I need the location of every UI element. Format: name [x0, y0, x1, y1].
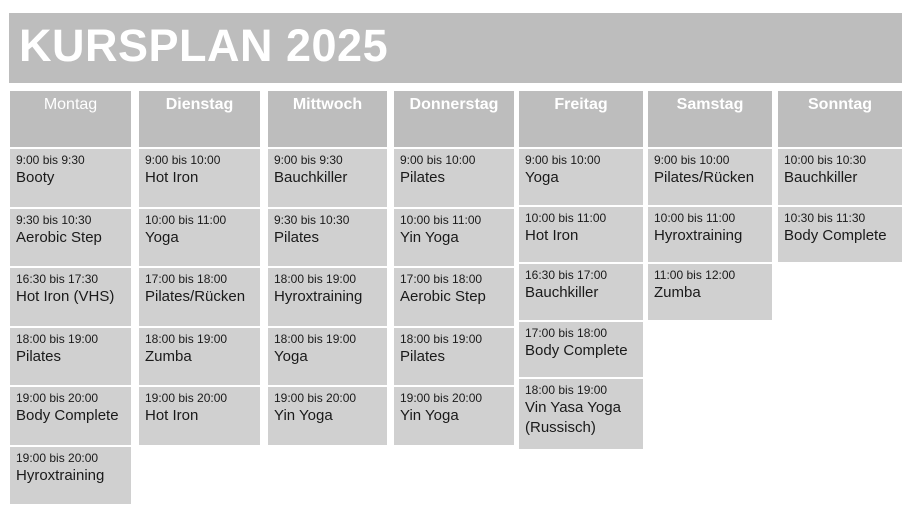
class-time: 19:00 bis 20:00	[16, 391, 99, 405]
title-bar	[9, 13, 902, 83]
class-name: Hyroxtraining	[654, 226, 743, 244]
class-time: 18:00 bis 19:00	[525, 383, 608, 397]
class-time: 10:00 bis 11:00	[654, 210, 736, 225]
class-cell	[778, 207, 902, 263]
class-time: 9:00 bis 10:00	[525, 153, 601, 167]
class-name: Hot Iron	[145, 407, 199, 424]
class-name: Hot Iron	[145, 169, 199, 186]
class-time: 9:00 bis 10:00	[400, 153, 476, 167]
class-name: Bauchkiller	[784, 169, 858, 186]
class-time: 10:30 bis 11:30	[784, 210, 866, 225]
class-cell	[519, 379, 643, 449]
day-column-sonntag	[778, 91, 902, 262]
class-name: Pilates	[274, 228, 320, 246]
class-time: 18:00 bis 19:00	[16, 331, 99, 346]
day-column-donnerstag	[394, 91, 514, 445]
class-name: Pilates/Rücken	[145, 288, 246, 305]
class-time: 10:00 bis 11:00	[525, 210, 607, 225]
class-time: 19:00 bis 20:00	[400, 391, 483, 405]
class-name: Body Complete	[16, 407, 119, 424]
class-name: Bauchkiller	[274, 169, 348, 186]
day-column-freitag	[519, 91, 643, 449]
class-time: 9:30 bis 10:30	[16, 212, 92, 227]
day-column-montag	[10, 91, 131, 504]
class-name: Hyroxtraining	[16, 466, 105, 484]
class-name: Hyroxtraining	[274, 288, 363, 305]
class-cell	[10, 447, 131, 505]
class-time: 10:00 bis 11:00	[145, 212, 227, 227]
class-name: Hot Iron	[525, 226, 579, 244]
class-time: 18:00 bis 19:00	[274, 331, 357, 346]
class-time: 19:00 bis 20:00	[16, 450, 99, 465]
day-header: Dienstag	[139, 91, 260, 147]
class-cell	[394, 209, 514, 267]
class-name: Vin Yasa Yoga (Russisch)	[525, 399, 621, 436]
class-cell	[648, 264, 772, 320]
day-header: Samstag	[648, 91, 772, 147]
class-time: 16:30 bis 17:30	[16, 272, 99, 286]
class-cell	[519, 264, 643, 320]
class-cell	[139, 328, 260, 386]
class-name: Pilates	[400, 169, 446, 186]
class-time: 11:00 bis 12:00	[654, 268, 736, 282]
class-name: Bauchkiller	[525, 284, 599, 301]
page-title: KURSPLAN 2025	[19, 20, 389, 71]
class-cell	[139, 209, 260, 267]
class-time: 16:30 bis 17:00	[525, 268, 608, 282]
class-time: 19:00 bis 20:00	[274, 391, 357, 405]
class-name: Body Complete	[525, 341, 628, 359]
class-time: 18:00 bis 19:00	[400, 331, 483, 346]
class-cell	[10, 268, 131, 326]
class-time: 10:00 bis 11:00	[400, 212, 482, 227]
class-cell	[268, 328, 387, 386]
day-header: Montag	[10, 91, 131, 147]
class-time: 17:00 bis 18:00	[145, 272, 228, 286]
day-header: Donnerstag	[394, 91, 514, 147]
class-name: Zumba	[654, 284, 701, 301]
class-time: 18:00 bis 19:00	[145, 331, 228, 346]
class-time: 17:00 bis 18:00	[400, 272, 483, 286]
class-name: Zumba	[145, 347, 192, 365]
class-cell	[10, 387, 131, 445]
class-name: Pilates	[400, 347, 446, 365]
class-name: Yoga	[274, 347, 308, 365]
class-cell	[519, 149, 643, 205]
class-name: Yoga	[145, 228, 179, 246]
class-name: Yin Yoga	[400, 228, 459, 246]
day-column-samstag	[648, 91, 772, 320]
class-name: Yin Yoga	[274, 407, 333, 424]
class-cell	[10, 209, 131, 267]
class-cell	[519, 207, 643, 263]
class-cell	[268, 268, 387, 326]
class-name: Yoga	[525, 169, 559, 186]
day-header: Sonntag	[778, 91, 902, 147]
class-cell	[139, 387, 260, 445]
class-name: Hot Iron (VHS)	[16, 288, 115, 305]
class-name: Aerobic Step	[16, 228, 102, 246]
class-cell	[394, 387, 514, 445]
class-cell	[778, 149, 902, 205]
class-cell	[519, 322, 643, 378]
class-cell	[394, 149, 514, 207]
day-header: Mittwoch	[268, 91, 387, 147]
class-cell	[10, 328, 131, 386]
class-cell	[648, 149, 772, 205]
class-name: Body Complete	[784, 226, 887, 244]
class-time: 9:00 bis 10:00	[145, 153, 221, 167]
class-time: 9:30 bis 10:30	[274, 212, 350, 227]
class-name: Yin Yoga	[400, 407, 459, 424]
class-cell	[394, 328, 514, 386]
class-cell	[139, 268, 260, 326]
class-name: Pilates	[16, 347, 62, 365]
class-cell	[268, 149, 387, 207]
class-name: Booty	[16, 169, 55, 186]
class-cell	[268, 209, 387, 267]
class-cell	[10, 149, 131, 207]
class-time: 9:00 bis 9:30	[274, 153, 343, 167]
class-time: 9:00 bis 10:00	[654, 153, 730, 167]
class-cell	[648, 207, 772, 263]
day-column-mittwoch	[268, 91, 387, 445]
class-name: Pilates/Rücken	[654, 169, 755, 186]
class-time: 18:00 bis 19:00	[274, 272, 357, 286]
class-cell	[139, 149, 260, 207]
class-time: 17:00 bis 18:00	[525, 325, 608, 340]
class-cell	[394, 268, 514, 326]
class-cell	[268, 387, 387, 445]
class-time: 10:00 bis 10:30	[784, 153, 867, 167]
class-time: 9:00 bis 9:30	[16, 153, 85, 167]
day-column-dienstag	[139, 91, 260, 445]
day-header: Freitag	[519, 91, 643, 147]
class-time: 19:00 bis 20:00	[145, 391, 228, 405]
class-name: Aerobic Step	[400, 288, 486, 305]
